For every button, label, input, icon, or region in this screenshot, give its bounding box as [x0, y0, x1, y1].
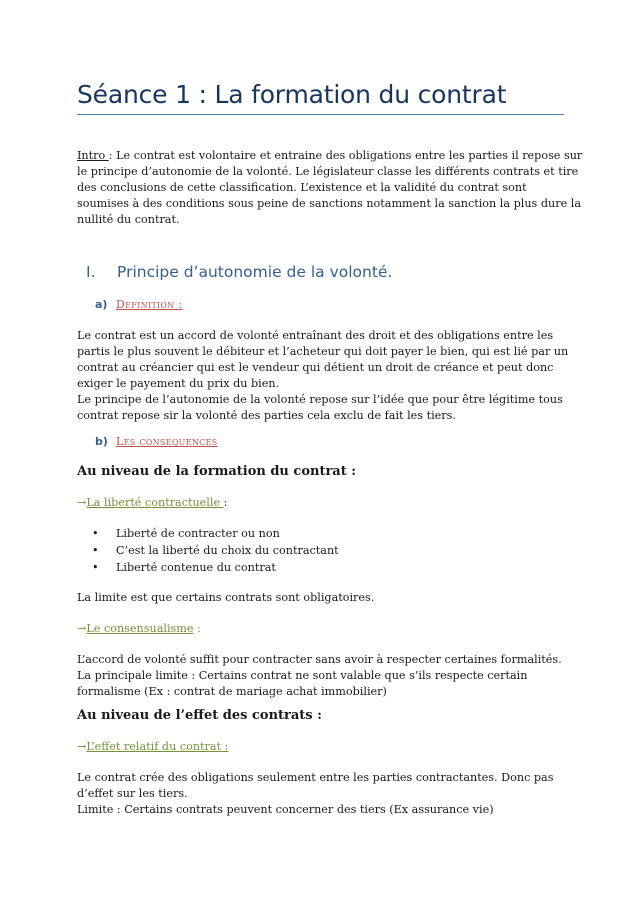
heading-formation: Au niveau de la formation du contrat : [77, 464, 357, 479]
effet-relatif-line [77, 740, 228, 753]
intro-paragraph [77, 148, 583, 228]
arrow-right-icon: → [77, 740, 87, 753]
section-title: Principe d’autonomie de la volonté. [117, 263, 393, 281]
section-heading-1 [86, 263, 392, 281]
effet-relatif-label: L’effet relatif du contrat : [86, 740, 229, 753]
heading-effet: Au niveau de l’effet des contrats : [77, 708, 322, 723]
title-underline [77, 114, 564, 115]
consensualisme-line: →Le consensualisme : [77, 622, 201, 635]
intro-line-2: le principe d’autonomie de la volonté. Le législateur classe les différents contrats et tire [77, 165, 579, 178]
liberte-label: La liberté contractuelle [86, 496, 224, 509]
intro-line-3: des conclusions de cette classification. L’existence et la validité du contrat sont [77, 181, 527, 194]
effet-paragraph: Le contrat crée des obligations seulement entre les parties contractantes. Donc pas d’effet sur les tiers. Limite : Certains contrats peuvent concerner des tiers (Ex assurance vie) [77, 771, 554, 816]
subheading-consequences [95, 435, 218, 448]
list-item: • Liberté de contracter ou non [92, 527, 280, 540]
liberte-line: →La liberté contractuelle : [77, 496, 228, 509]
intro-line-1: Intro : Le contrat est volontaire et entraine des obligations entre les parties il repose sur [77, 149, 583, 162]
bullet-icon: • [92, 527, 99, 540]
subheading-text: Definition : [116, 298, 183, 311]
subheading-label: a) [95, 298, 108, 311]
page-title: Séance 1 : La formation du contrat [77, 80, 507, 109]
consensualisme-label: Le consensualisme [86, 622, 194, 635]
intro-line-5: nullité du contrat. [77, 213, 180, 226]
bullet-icon: • [92, 561, 99, 574]
bullet-list [92, 527, 339, 578]
subheading-text: Les consequences [116, 435, 218, 448]
limite-line: La limite est que certains contrats sont obligatoires. [77, 591, 375, 604]
subheading-label: b) [95, 435, 108, 448]
subheading-definition [95, 298, 182, 311]
section-number: I. [86, 263, 96, 281]
arrow-right-icon: → [77, 622, 87, 635]
intro-label: Intro [77, 149, 109, 162]
definition-paragraph: Le contrat est un accord de volonté entraînant des droit et des obligations entre les partis le plus souvent le débiteur et l’acheteur qui doit payer le bien, qui est lié par un contrat au créancier qui est le vendeur qui détient un droit de créance et peut donc exiger le payement du prix du bien. Le principe de l’autonomie de la volonté repose sur l’idée que pour être légitime tous contrat repose sir la volonté des parties cela exclu de fait les tiers. [77, 329, 569, 422]
arrow-right-icon: → [77, 496, 87, 509]
bullet-icon: • [92, 544, 99, 557]
list-item: • Liberté contenue du contrat [92, 561, 276, 574]
consensualisme-paragraph: L’accord de volonté suffit pour contracter sans avoir à respecter certaines formalités. La principale limite : Certains contrat ne sont valable que s’ils respecte certain formalisme (Ex : contrat de mariage achat immobilier) [77, 653, 562, 698]
list-item: • C’est la liberté du choix du contractant [92, 544, 339, 557]
intro-line-4: soumises à des conditions sous peine de sanctions notamment la sanction la plus dure la [77, 197, 581, 210]
